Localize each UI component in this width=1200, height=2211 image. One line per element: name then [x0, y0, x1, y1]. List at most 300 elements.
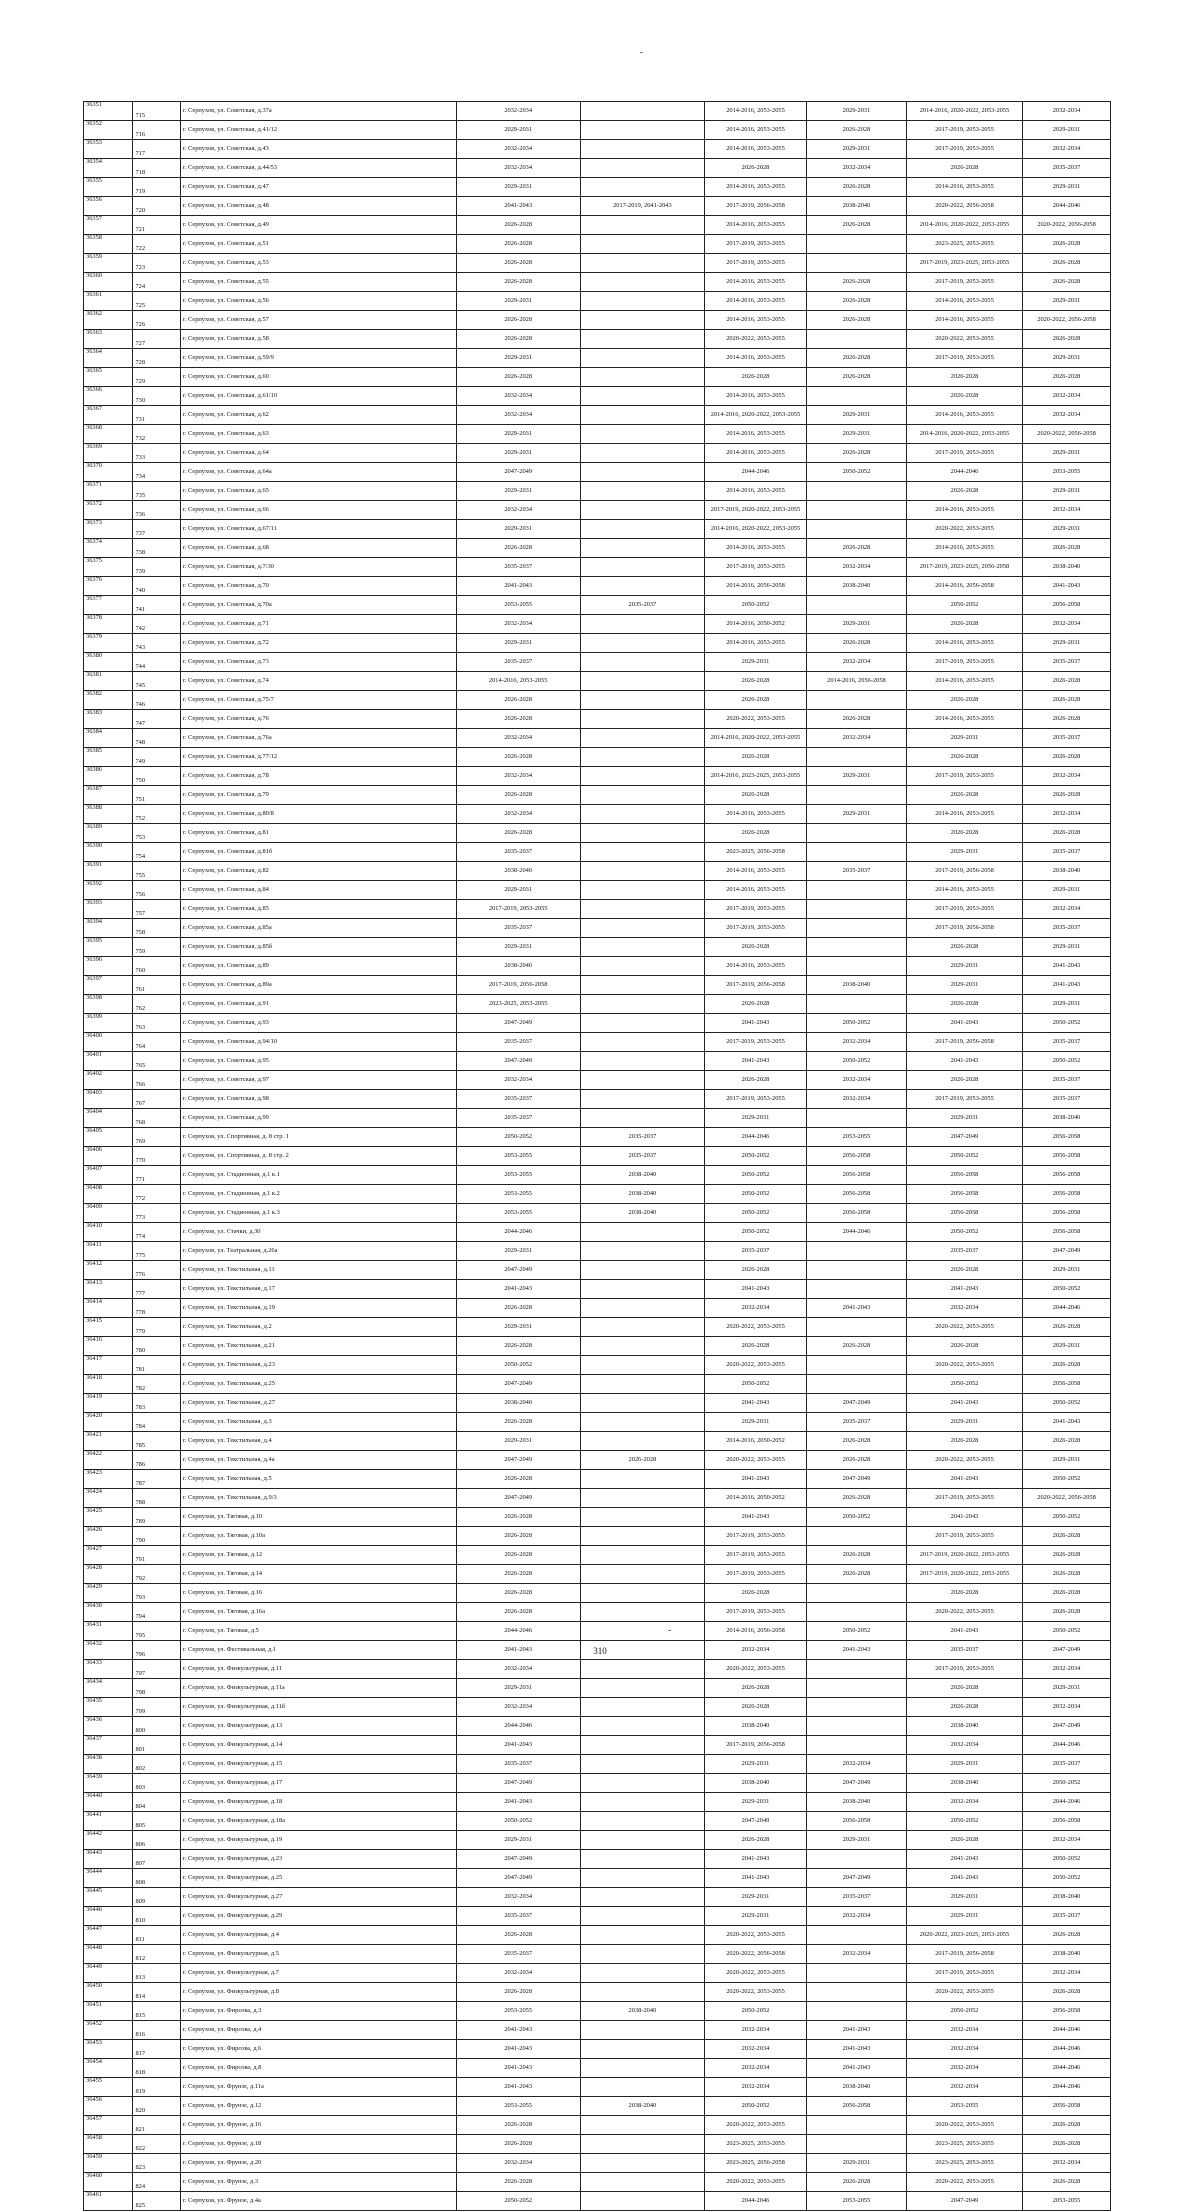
cell-period-engineering: 2017-2019, 2053-2055	[705, 919, 807, 938]
cell-period-final: 2032-2034	[1023, 102, 1111, 121]
table-row	[84, 1717, 1111, 1736]
cell-period-final: 2026-2028	[1023, 368, 1111, 387]
cell-address: г. Серпухов, ул. Советская, д.84	[180, 881, 456, 900]
cell-period-engineering: 2014-2016, 2053-2055	[705, 273, 807, 292]
cell-row-number: 807	[133, 1850, 180, 1869]
cell-period-basement	[806, 235, 906, 254]
cell-period-utilities: 2014-2016, 2056-2058	[906, 577, 1022, 596]
cell-period-basement: 2047-2049	[806, 1774, 906, 1793]
cell-period-engineering: 2041-2043	[705, 1014, 807, 1033]
cell-period-basement: 2026-2028	[806, 216, 906, 235]
cell-period-final: 2041-2043	[1023, 1413, 1111, 1432]
cell-period-engineering: 2020-2022, 2053-2055	[705, 1356, 807, 1375]
cell-period-engineering: 2032-2034	[705, 2059, 807, 2078]
table-row	[84, 881, 1111, 900]
cell-period-engineering: 2014-2016, 2020-2022, 2053-2055	[705, 729, 807, 748]
cell-row-number: 824	[133, 2173, 180, 2192]
cell-address: г. Серпухов, ул. Советская, д.80/8	[180, 805, 456, 824]
table-row	[84, 1261, 1111, 1280]
cell-record-id: 36378	[84, 615, 133, 634]
cell-period-final: 2026-2028	[1023, 235, 1111, 254]
cell-period-utilities: 2017-2019, 2053-2055	[906, 1660, 1022, 1679]
cell-address: г. Серпухов, ул. Советская, д.70а	[180, 596, 456, 615]
cell-period-roof: 2053-2055	[456, 1204, 580, 1223]
cell-period-engineering: 2014-2016, 2053-2055	[705, 634, 807, 653]
cell-period-basement	[806, 387, 906, 406]
cell-period-utilities: 2017-2019, 2020-2022, 2053-2055	[906, 1546, 1022, 1565]
cell-period-basement	[806, 1109, 906, 1128]
cell-period-utilities: 2032-2034	[906, 2021, 1022, 2040]
cell-period-basement	[806, 786, 906, 805]
cell-address: г. Серпухов, ул. Тяговая, д.12	[180, 1546, 456, 1565]
cell-period-engineering: 2026-2028	[705, 1698, 807, 1717]
cell-period-facade	[580, 919, 704, 938]
cell-address: г. Серпухов, ул. Тяговая, д.16	[180, 1584, 456, 1603]
table-row	[84, 2040, 1111, 2059]
cell-record-id: 36414	[84, 1299, 133, 1318]
cell-period-facade	[580, 330, 704, 349]
cell-period-utilities: 2020-2022, 2053-2055	[906, 1451, 1022, 1470]
cell-address: г. Серпухов, ул. Советская, д.79	[180, 786, 456, 805]
cell-period-final: 2041-2043	[1023, 957, 1111, 976]
cell-period-final: 2026-2028	[1023, 1584, 1111, 1603]
table-row	[84, 843, 1111, 862]
cell-period-roof: 2026-2028	[456, 1470, 580, 1489]
cell-period-basement: 2032-2034	[806, 558, 906, 577]
cell-period-facade	[580, 2192, 704, 2211]
cell-period-final: 2026-2028	[1023, 672, 1111, 691]
cell-row-number: 760	[133, 957, 180, 976]
cell-period-basement: 2035-2037	[806, 1888, 906, 1907]
cell-address: г. Серпухов, ул. Физкультурная, д.14	[180, 1736, 456, 1755]
cell-address: г. Серпухов, ул. Советская, д.68	[180, 539, 456, 558]
cell-record-id: 36368	[84, 425, 133, 444]
cell-address: г. Серпухов, ул. Советская, д.74	[180, 672, 456, 691]
cell-record-id: 36362	[84, 311, 133, 330]
cell-period-utilities: 2032-2034	[906, 2078, 1022, 2097]
cell-address: г. Серпухов, ул. Фирсова, д.3	[180, 2002, 456, 2021]
cell-period-roof: 2041-2043	[456, 1641, 580, 1660]
cell-period-engineering: 2044-2046	[705, 463, 807, 482]
table-row	[84, 406, 1111, 425]
cell-record-id: 36461	[84, 2192, 133, 2211]
table-row	[84, 1964, 1111, 1983]
cell-period-utilities: 2050-2052	[906, 596, 1022, 615]
table-row	[84, 596, 1111, 615]
cell-address: г. Серпухов, ул. Текстильная, д.3	[180, 1413, 456, 1432]
cell-period-basement: 2041-2043	[806, 1641, 906, 1660]
table-row	[84, 387, 1111, 406]
cell-period-engineering: 2029-2031	[705, 1413, 807, 1432]
cell-record-id: 36425	[84, 1508, 133, 1527]
cell-period-basement: 2038-2040	[806, 1793, 906, 1812]
cell-period-final: 2029-2031	[1023, 881, 1111, 900]
table-row	[84, 1299, 1111, 1318]
cell-period-facade	[580, 1071, 704, 1090]
cell-period-facade	[580, 1831, 704, 1850]
cell-period-roof: 2035-2037	[456, 919, 580, 938]
table-row	[84, 1774, 1111, 1793]
cell-period-utilities: 2020-2022, 2053-2055	[906, 1983, 1022, 2002]
cell-period-final: 2044-2046	[1023, 2078, 1111, 2097]
cell-period-basement: 2014-2016, 2056-2058	[806, 672, 906, 691]
page-number: 310	[593, 1646, 607, 1656]
cell-period-roof: 2026-2028	[456, 273, 580, 292]
cell-period-roof: 2029-2031	[456, 1318, 580, 1337]
cell-period-basement	[806, 1983, 906, 2002]
cell-period-basement	[806, 1584, 906, 1603]
cell-period-utilities: 2038-2040	[906, 1717, 1022, 1736]
cell-address: г. Серпухов, ул. Советская, д.37а	[180, 102, 456, 121]
cell-period-basement: 2026-2028	[806, 539, 906, 558]
table-row	[84, 1204, 1111, 1223]
cell-period-final: 2041-2043	[1023, 577, 1111, 596]
cell-address: г. Серпухов, ул. Спортивная, д. 8 стр. 1	[180, 1128, 456, 1147]
cell-period-engineering: 2014-2016, 2053-2055	[705, 121, 807, 140]
cell-address: г. Серпухов, ул. Стачки, д.30	[180, 1223, 456, 1242]
cell-record-id: 36392	[84, 881, 133, 900]
cell-address: г. Серпухов, ул. Советская, д.49	[180, 216, 456, 235]
cell-period-facade: 2035-2037	[580, 1128, 704, 1147]
cell-period-facade: 2038-2040	[580, 1185, 704, 1204]
cell-period-facade	[580, 995, 704, 1014]
cell-period-final: 2026-2028	[1023, 691, 1111, 710]
cell-record-id: 36359	[84, 254, 133, 273]
cell-period-basement: 2029-2031	[806, 1831, 906, 1850]
cell-period-facade	[580, 1337, 704, 1356]
cell-record-id: 36424	[84, 1489, 133, 1508]
cell-address: г. Серпухов, ул. Стадионная, д.1 к.3	[180, 1204, 456, 1223]
cell-period-roof: 2026-2028	[456, 368, 580, 387]
cell-period-engineering: 2017-2019, 2053-2055	[705, 1033, 807, 1052]
cell-row-number: 805	[133, 1812, 180, 1831]
schedule-table	[83, 101, 1111, 2211]
table-row	[84, 482, 1111, 501]
cell-row-number: 820	[133, 2097, 180, 2116]
cell-period-final: 2044-2046	[1023, 197, 1111, 216]
cell-period-utilities: 2041-2043	[906, 1470, 1022, 1489]
cell-row-number: 795	[133, 1622, 180, 1641]
table-row	[84, 330, 1111, 349]
cell-period-roof: 2032-2034	[456, 767, 580, 786]
cell-period-engineering: 2014-2016, 2053-2055	[705, 387, 807, 406]
cell-period-final: 2032-2034	[1023, 1698, 1111, 1717]
cell-row-number: 771	[133, 1166, 180, 1185]
cell-address: г. Серпухов, ул. Советская, д.75/7	[180, 691, 456, 710]
cell-period-final: 2050-2052	[1023, 1774, 1111, 1793]
cell-address: г. Серпухов, ул. Советская, д.67/11	[180, 520, 456, 539]
cell-record-id: 36361	[84, 292, 133, 311]
cell-period-basement	[806, 1926, 906, 1945]
cell-row-number: 763	[133, 1014, 180, 1033]
cell-period-facade	[580, 1565, 704, 1584]
cell-period-facade	[580, 900, 704, 919]
cell-record-id: 36376	[84, 577, 133, 596]
cell-record-id: 36380	[84, 653, 133, 672]
cell-record-id: 36457	[84, 2116, 133, 2135]
cell-period-roof: 2032-2034	[456, 140, 580, 159]
cell-period-final: 2029-2031	[1023, 1337, 1111, 1356]
cell-period-facade	[580, 216, 704, 235]
cell-period-engineering: 2038-2040	[705, 1774, 807, 1793]
cell-record-id: 36402	[84, 1071, 133, 1090]
cell-row-number: 772	[133, 1185, 180, 1204]
cell-address: г. Серпухов, ул. Советская, д.65	[180, 482, 456, 501]
cell-period-roof: 2032-2034	[456, 1964, 580, 1983]
cell-period-basement	[806, 1717, 906, 1736]
cell-period-final: 2026-2028	[1023, 273, 1111, 292]
cell-period-final: 2050-2052	[1023, 1622, 1111, 1641]
cell-row-number: 754	[133, 843, 180, 862]
cell-period-engineering: 2047-2049	[705, 1812, 807, 1831]
cell-period-utilities: 2026-2028	[906, 1432, 1022, 1451]
cell-period-engineering: 2041-2043	[705, 1508, 807, 1527]
table-row	[84, 653, 1111, 672]
cell-record-id: 36431	[84, 1622, 133, 1641]
cell-row-number: 806	[133, 1831, 180, 1850]
cell-period-engineering: 2041-2043	[705, 1394, 807, 1413]
cell-record-id: 36381	[84, 672, 133, 691]
cell-period-basement: 2056-2058	[806, 1185, 906, 1204]
cell-record-id: 36374	[84, 539, 133, 558]
cell-period-roof: 2050-2052	[456, 1128, 580, 1147]
cell-period-roof: 2032-2034	[456, 1888, 580, 1907]
cell-row-number: 744	[133, 653, 180, 672]
cell-record-id: 36455	[84, 2078, 133, 2097]
cell-row-number: 765	[133, 1052, 180, 1071]
cell-address: г. Серпухов, ул. Советская, д.51	[180, 235, 456, 254]
cell-period-basement: 2053-2055	[806, 1128, 906, 1147]
cell-period-final: 2035-2037	[1023, 1090, 1111, 1109]
cell-record-id: 36367	[84, 406, 133, 425]
cell-period-engineering: 2017-2019, 2053-2055	[705, 1546, 807, 1565]
cell-period-utilities: 2017-2019, 2053-2055	[906, 1090, 1022, 1109]
cell-address: г. Серпухов, ул. Физкультурная, д.11б	[180, 1698, 456, 1717]
cell-period-utilities: 2026-2028	[906, 482, 1022, 501]
cell-period-roof: 2026-2028	[456, 1413, 580, 1432]
cell-record-id: 36405	[84, 1128, 133, 1147]
cell-period-final: 2026-2028	[1023, 1983, 1111, 2002]
cell-period-roof: 2026-2028	[456, 748, 580, 767]
cell-period-facade: 2038-2040	[580, 2097, 704, 2116]
cell-period-utilities: 2017-2019, 2053-2055	[906, 140, 1022, 159]
cell-period-engineering: 2020-2022, 2053-2055	[705, 2116, 807, 2135]
cell-record-id: 36450	[84, 1983, 133, 2002]
cell-period-facade	[580, 976, 704, 995]
cell-row-number: 782	[133, 1375, 180, 1394]
cell-period-final: 2035-2037	[1023, 159, 1111, 178]
cell-period-roof: 2047-2049	[456, 1451, 580, 1470]
cell-period-engineering: 2026-2028	[705, 159, 807, 178]
table-row	[84, 140, 1111, 159]
cell-row-number: 733	[133, 444, 180, 463]
table-row	[84, 862, 1111, 881]
cell-period-utilities: 2017-2019, 2053-2055	[906, 444, 1022, 463]
cell-period-final: 2053-2055	[1023, 2192, 1111, 2211]
cell-period-engineering: 2032-2034	[705, 2078, 807, 2097]
cell-period-roof: 2023-2025, 2053-2055	[456, 995, 580, 1014]
cell-period-roof: 2047-2049	[456, 1375, 580, 1394]
cell-period-utilities: 2014-2016, 2053-2055	[906, 634, 1022, 653]
cell-period-basement	[806, 1698, 906, 1717]
cell-period-facade	[580, 1508, 704, 1527]
cell-address: г. Серпухов, ул. Текстильная, д.11	[180, 1261, 456, 1280]
cell-period-final: 2050-2052	[1023, 1280, 1111, 1299]
cell-period-facade	[580, 1774, 704, 1793]
cell-row-number: 759	[133, 938, 180, 957]
cell-period-roof: 2032-2034	[456, 729, 580, 748]
cell-period-utilities: 2017-2019, 2053-2055	[906, 121, 1022, 140]
cell-period-final: 2026-2028	[1023, 1546, 1111, 1565]
cell-address: г. Серпухов, ул. Физкультурная, д.18а	[180, 1812, 456, 1831]
cell-period-facade	[580, 1850, 704, 1869]
cell-address: г. Серпухов, ул. Советская, д.59/9	[180, 349, 456, 368]
cell-period-basement: 2026-2028	[806, 2173, 906, 2192]
cell-address: г. Серпухов, ул. Физкультурная, д.13	[180, 1717, 456, 1736]
cell-period-final: 2032-2034	[1023, 1660, 1111, 1679]
cell-period-roof: 2041-2043	[456, 2059, 580, 2078]
cell-period-roof: 2026-2028	[456, 1299, 580, 1318]
cell-record-id: 36406	[84, 1147, 133, 1166]
cell-period-engineering: 2014-2016, 2053-2055	[705, 102, 807, 121]
cell-period-final: 2026-2028	[1023, 710, 1111, 729]
cell-row-number: 775	[133, 1242, 180, 1261]
cell-period-roof: 2026-2028	[456, 824, 580, 843]
cell-period-engineering: 2017-2019, 2053-2055	[705, 900, 807, 919]
cell-row-number: 766	[133, 1071, 180, 1090]
cell-period-facade	[580, 1812, 704, 1831]
table-row	[84, 1432, 1111, 1451]
cell-period-final: 2029-2031	[1023, 178, 1111, 197]
cell-period-basement	[806, 995, 906, 1014]
cell-period-roof: 2026-2028	[456, 1337, 580, 1356]
cell-record-id: 36460	[84, 2173, 133, 2192]
cell-address: г. Серпухов, ул. Физкультурная, д.23	[180, 1850, 456, 1869]
cell-period-basement: 2032-2034	[806, 1945, 906, 1964]
cell-period-final: 2044-2046	[1023, 1736, 1111, 1755]
cell-period-engineering: 2014-2016, 2053-2055	[705, 292, 807, 311]
cell-period-final: 2035-2037	[1023, 729, 1111, 748]
cell-period-utilities: 2017-2019, 2053-2055	[906, 653, 1022, 672]
cell-address: г. Серпухов, ул. Физкультурная, д.11а	[180, 1679, 456, 1698]
cell-period-utilities: 2041-2043	[906, 1394, 1022, 1413]
cell-period-engineering: 2041-2043	[705, 1869, 807, 1888]
cell-period-final: 2026-2028	[1023, 2135, 1111, 2154]
cell-address: г. Серпухов, ул. Тяговая, д.16а	[180, 1603, 456, 1622]
cell-period-final: 2026-2028	[1023, 330, 1111, 349]
cell-period-utilities: 2044-2046	[906, 463, 1022, 482]
cell-row-number: 817	[133, 2040, 180, 2059]
cell-record-id: 36426	[84, 1527, 133, 1546]
cell-period-roof: 2035-2037	[456, 653, 580, 672]
cell-period-basement	[806, 1242, 906, 1261]
cell-period-basement	[806, 1736, 906, 1755]
cell-period-engineering: 2032-2034	[705, 1299, 807, 1318]
cell-period-utilities: 2017-2019, 2023-2025, 2053-2055	[906, 254, 1022, 273]
table-row	[84, 615, 1111, 634]
cell-period-engineering: 2014-2016, 2053-2055	[705, 311, 807, 330]
table-row	[84, 1603, 1111, 1622]
cell-period-basement: 2047-2049	[806, 1394, 906, 1413]
cell-period-basement	[806, 1850, 906, 1869]
cell-period-utilities: 2017-2019, 2056-2058	[906, 862, 1022, 881]
cell-period-facade	[580, 1356, 704, 1375]
cell-period-engineering: 2041-2043	[705, 1280, 807, 1299]
cell-period-final: 2026-2028	[1023, 1603, 1111, 1622]
cell-period-engineering: 2014-2016, 2020-2022, 2053-2055	[705, 520, 807, 539]
cell-period-roof: 2026-2028	[456, 1584, 580, 1603]
cell-period-basement: 2026-2028	[806, 1546, 906, 1565]
cell-period-roof: 2032-2034	[456, 159, 580, 178]
cell-record-id: 36398	[84, 995, 133, 1014]
cell-period-basement: 2026-2028	[806, 368, 906, 387]
cell-record-id: 36354	[84, 159, 133, 178]
cell-period-roof: 2026-2028	[456, 1565, 580, 1584]
cell-period-roof: 2026-2028	[456, 2135, 580, 2154]
cell-period-basement: 2029-2031	[806, 805, 906, 824]
cell-period-roof: 2035-2037	[456, 1945, 580, 1964]
cell-record-id: 36351	[84, 102, 133, 121]
table-row	[84, 1983, 1111, 2002]
cell-record-id: 36382	[84, 691, 133, 710]
table-row	[84, 1394, 1111, 1413]
cell-period-facade	[580, 1907, 704, 1926]
cell-period-engineering: 2026-2028	[705, 1261, 807, 1280]
cell-period-engineering: 2017-2019, 2053-2055	[705, 1603, 807, 1622]
cell-record-id: 36454	[84, 2059, 133, 2078]
cell-period-roof: 2029-2031	[456, 881, 580, 900]
cell-period-utilities: 2047-2049	[906, 2192, 1022, 2211]
cell-period-roof: 2029-2031	[456, 634, 580, 653]
cell-period-facade	[580, 273, 704, 292]
cell-address: г. Серпухов, ул. Советская, д.63	[180, 425, 456, 444]
cell-address: г. Серпухов, ул. Текстильная, д.4	[180, 1432, 456, 1451]
cell-period-utilities: 2017-2019, 2053-2055	[906, 1489, 1022, 1508]
cell-period-engineering: 2014-2016, 2050-2052	[705, 615, 807, 634]
cell-address: г. Серпухов, ул. Советская, д.58	[180, 330, 456, 349]
cell-period-final: 2032-2034	[1023, 387, 1111, 406]
cell-address: г. Серпухов, ул. Советская, д.85	[180, 900, 456, 919]
cell-period-final: 2035-2037	[1023, 1071, 1111, 1090]
cell-period-facade	[580, 1090, 704, 1109]
cell-period-final: 2038-2040	[1023, 862, 1111, 881]
cell-period-facade	[580, 1413, 704, 1432]
table-row	[84, 1508, 1111, 1527]
cell-row-number: 825	[133, 2192, 180, 2211]
cell-record-id: 36416	[84, 1337, 133, 1356]
cell-row-number: 769	[133, 1128, 180, 1147]
cell-address: г. Серпухов, ул. Советская, д.76	[180, 710, 456, 729]
cell-period-roof: 2026-2028	[456, 330, 580, 349]
cell-period-facade	[580, 387, 704, 406]
cell-period-basement	[806, 1964, 906, 1983]
cell-period-utilities: 2014-2016, 2053-2055	[906, 292, 1022, 311]
cell-period-engineering: 2026-2028	[705, 1337, 807, 1356]
cell-period-utilities: 2014-2016, 2020-2022, 2053-2055	[906, 216, 1022, 235]
cell-period-final: 2029-2031	[1023, 292, 1111, 311]
scan-speck	[668, 1630, 671, 1631]
cell-period-roof: 2029-2031	[456, 1242, 580, 1261]
cell-period-utilities: 2050-2052	[906, 2002, 1022, 2021]
cell-period-utilities: 2017-2019, 2053-2055	[906, 273, 1022, 292]
cell-period-basement	[806, 1660, 906, 1679]
cell-period-basement: 2038-2040	[806, 2078, 906, 2097]
table-row	[84, 1280, 1111, 1299]
cell-period-final: 2026-2028	[1023, 254, 1111, 273]
scan-speck	[640, 52, 643, 53]
cell-period-roof: 2026-2028	[456, 1926, 580, 1945]
cell-row-number: 791	[133, 1546, 180, 1565]
